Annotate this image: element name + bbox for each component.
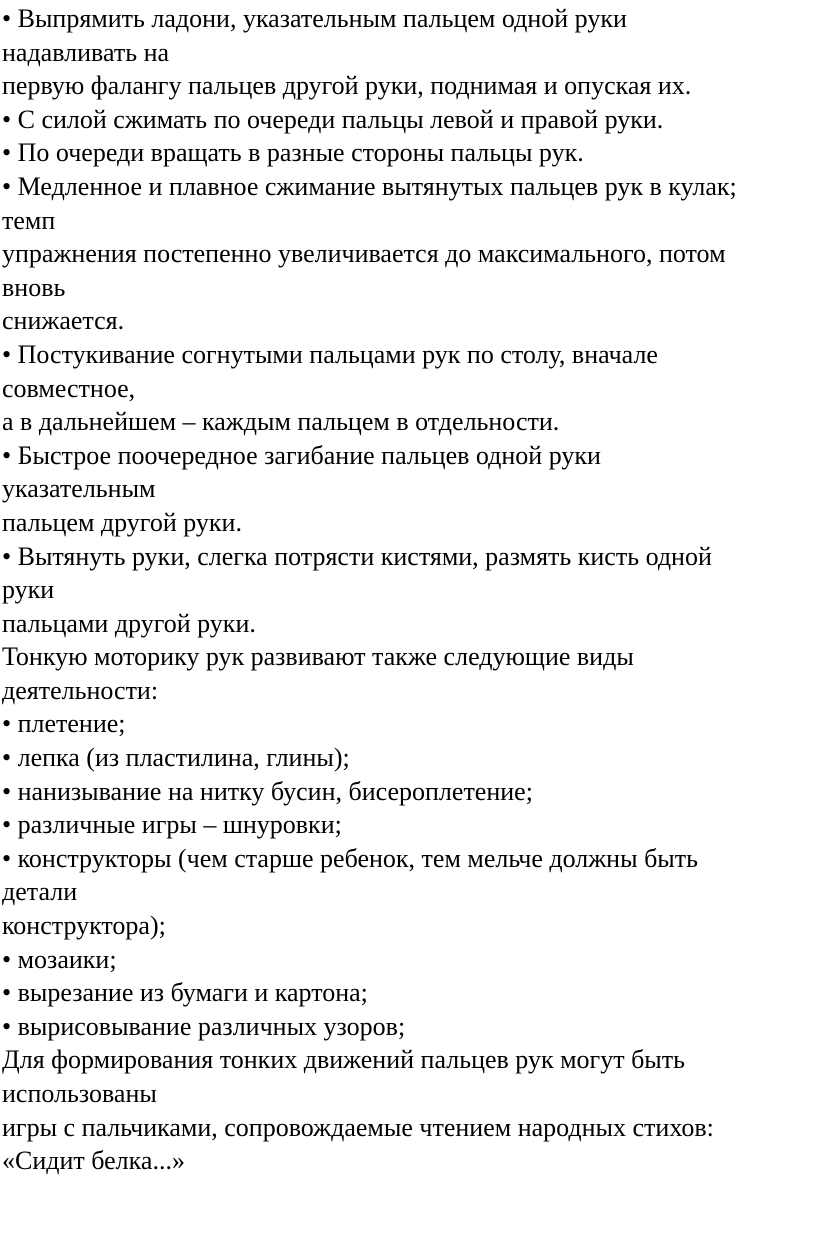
text-line-25: • различные игры – шнуровки; <box>2 810 342 840</box>
text-line-5: • По очереди вращать в разные стороны пальцы рук. <box>2 138 584 168</box>
text-line-9: вновь <box>2 272 66 302</box>
text-line-7: темп <box>2 205 56 235</box>
text-line-4: • С силой сжимать по очереди пальцы левой и правой руки. <box>2 104 664 134</box>
text-line-22: • плетение; <box>2 709 126 739</box>
text-line-28: конструктора); <box>2 911 166 941</box>
text-line-26: • конструкторы (чем старше ребенок, тем мельче должны быть <box>2 843 698 873</box>
text-line-12: совместное, <box>2 373 136 403</box>
text-line-3: первую фалангу пальцев другой руки, поднимая и опуская их. <box>2 71 692 101</box>
text-line-33: использованы <box>2 1079 157 1108</box>
text-line-6: • Медленное и плавное сжимание вытянутых пальцев рук в кулак; <box>2 171 737 201</box>
text-line-23: • лепка (из пластилина, глины); <box>2 743 350 773</box>
text-line-21: деятельности: <box>2 675 159 705</box>
text-line-15: указательным <box>2 474 156 504</box>
text-line-31: • вырисовывание различных узоров; <box>2 1011 406 1041</box>
text-line-11: • Постукивание согнутыми пальцами рук по столу, вначале <box>2 339 658 369</box>
text-line-35: «Сидит белка...» <box>2 1146 185 1176</box>
text-line-30: • вырезание из бумаги и картона; <box>2 978 368 1008</box>
text-line-27: детали <box>2 877 78 907</box>
text-line-13: а в дальнейшем – каждым пальцем в отдельности. <box>2 407 560 437</box>
text-line-34: игры с пальчиками, сопровождаемые чтением народных стихов: <box>2 1112 714 1142</box>
text-line-24: • нанизывание на нитку бусин, бисероплетение; <box>2 776 533 806</box>
text-line-20: Тонкую моторику рук развивают также следующие виды <box>2 642 634 672</box>
text-line-2: надавливать на <box>2 37 170 67</box>
text-line-17: • Вытянуть руки, слегка потрясти кистями, размять кисть одной <box>2 541 712 571</box>
text-line-18: руки <box>2 575 55 605</box>
text-line-19: пальцами другой руки. <box>2 608 256 638</box>
text-line-29: • мозаики; <box>2 944 117 974</box>
text-line-14: • Быстрое поочередное загибание пальцев одной руки <box>2 440 601 470</box>
text-line-1: • Выпрямить ладони, указательным пальцем одной руки <box>2 4 627 33</box>
text-line-32: Для формирования тонких движений пальцев рук могут быть <box>2 1045 685 1075</box>
text-line-16: пальцем другой руки. <box>2 507 242 537</box>
text-line-10: снижается. <box>2 306 125 336</box>
text-line-8: упражнения постепенно увеличивается до максимального, потом <box>2 239 726 269</box>
